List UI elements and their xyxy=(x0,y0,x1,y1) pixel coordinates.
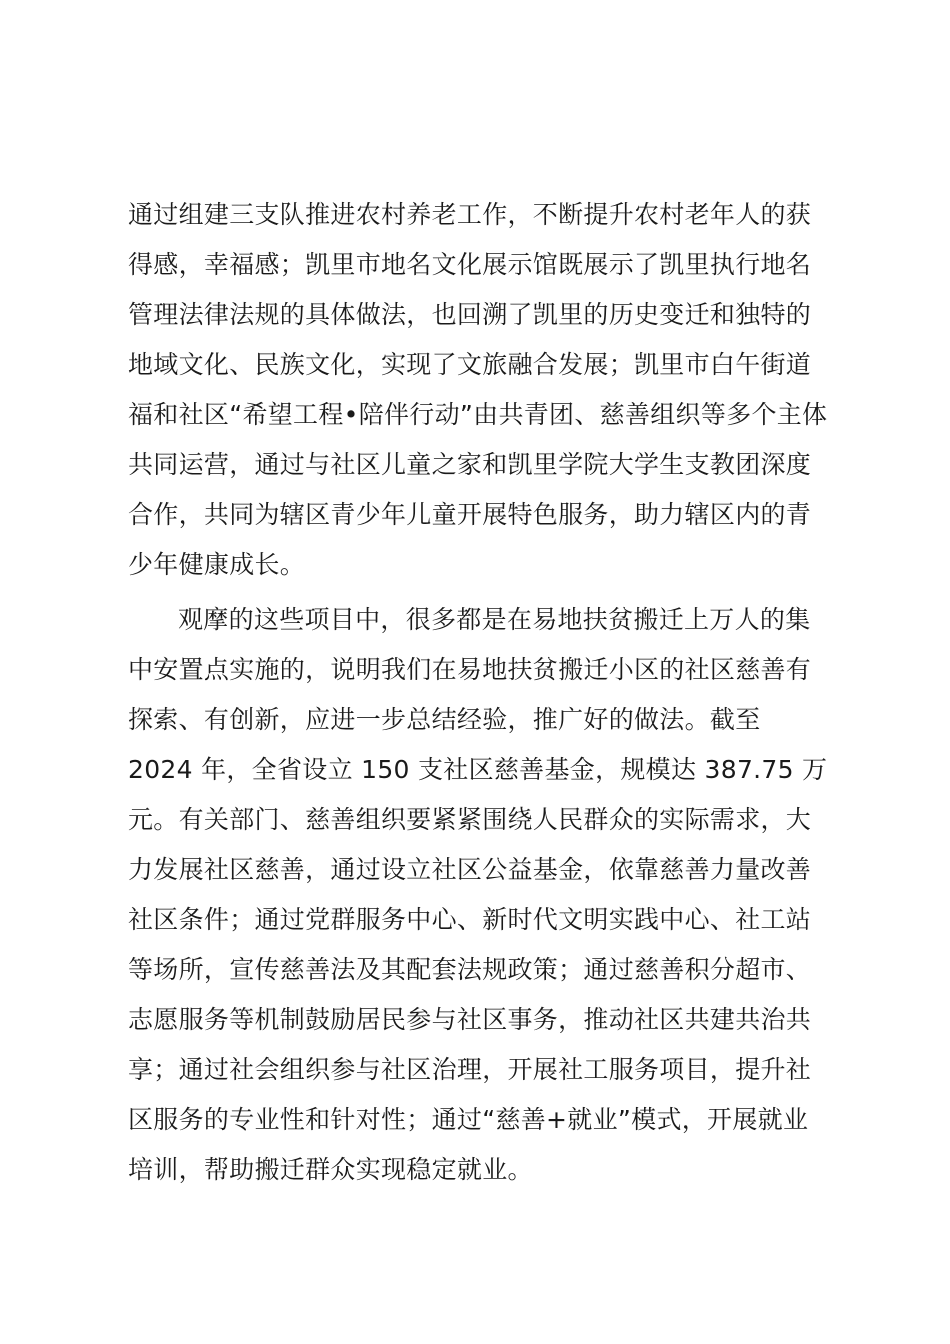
paragraph-line: 区服务的专业性和针对性；通过“慈善+就业”模式，开展就业 xyxy=(128,1105,809,1134)
paragraph-line: 地域文化、民族文化，实现了文旅融合发展；凯里市白午街道 xyxy=(128,350,812,379)
paragraph-line: 社区条件；通过党群服务中心、新时代文明实践中心、社工站 xyxy=(128,905,812,934)
paragraph-line: 得感，幸福感；凯里市地名文化展示馆既展示了凯里执行地名 xyxy=(128,250,812,279)
paragraph-line: 共同运营，通过与社区儿童之家和凯里学院大学生支教团深度 xyxy=(128,450,812,479)
paragraph-line: 观摩的这些项目中，很多都是在易地扶贫搬迁上万人的集 xyxy=(178,605,811,634)
paragraph-line: 享；通过社会组织参与社区治理，开展社工服务项目，提升社 xyxy=(128,1055,812,1084)
paragraph-line: 培训，帮助搬迁群众实现稳定就业。 xyxy=(128,1155,533,1184)
paragraph-line: 合作，共同为辖区青少年儿童开展特色服务，助力辖区内的青 xyxy=(128,500,812,529)
paragraph-line: 福和社区“希望工程•陪伴行动”由共青团、慈善组织等多个主体 xyxy=(128,400,828,429)
paragraph-2 xyxy=(128,595,828,1195)
paragraph-line: 管理法律法规的具体做法，也回溯了凯里的历史变迁和独特的 xyxy=(128,300,812,329)
paragraph-line: 等场所，宣传慈善法及其配套法规政策；通过慈善积分超市、 xyxy=(128,955,812,984)
paragraph-line: 元。有关部门、慈善组织要紧紧围绕人民群众的实际需求，大 xyxy=(128,805,812,834)
paragraph-line: 2024 年，全省设立 150 支社区慈善基金，规模达 387.75 万 xyxy=(128,755,828,784)
paragraph-line: 少年健康成长。 xyxy=(128,550,306,579)
paragraph-line: 中安置点实施的，说明我们在易地扶贫搬迁小区的社区慈善有 xyxy=(128,655,812,684)
paragraph-line: 通过组建三支队推进农村养老工作，不断提升农村老年人的获 xyxy=(128,200,812,229)
paragraph-line: 志愿服务等机制鼓励居民参与社区事务，推动社区共建共治共 xyxy=(128,1005,812,1034)
paragraph-line: 力发展社区慈善，通过设立社区公益基金，依靠慈善力量改善 xyxy=(128,855,812,884)
paragraph-line: 探索、有创新，应进一步总结经验，推广好的做法。截至 xyxy=(128,705,761,734)
paragraph-1 xyxy=(128,190,828,590)
